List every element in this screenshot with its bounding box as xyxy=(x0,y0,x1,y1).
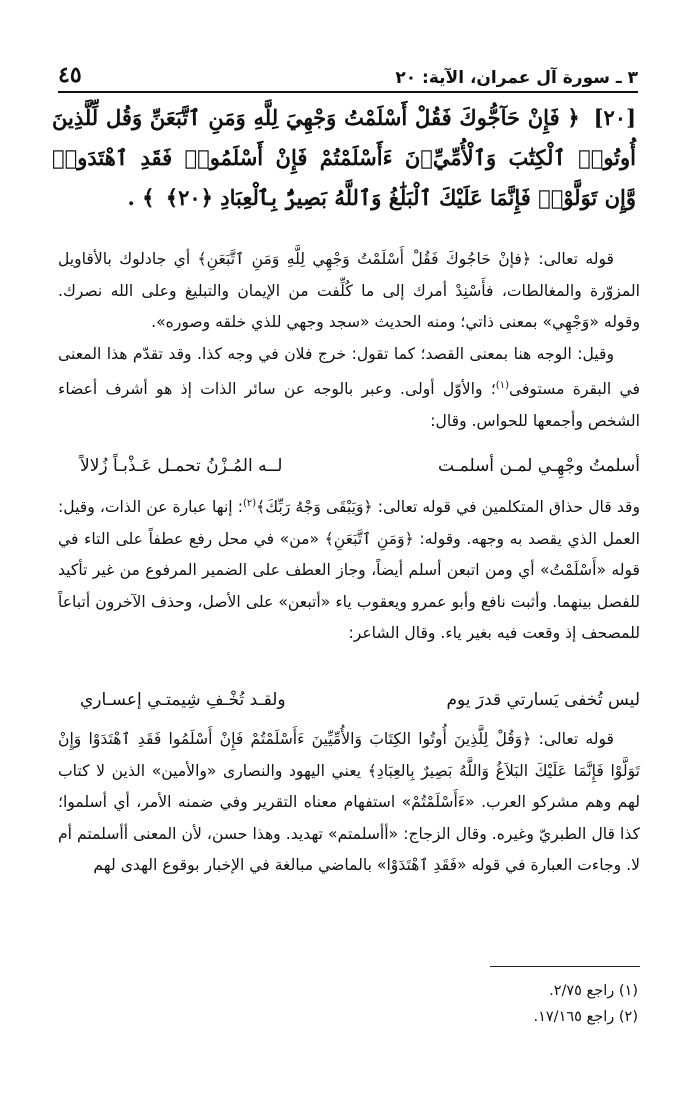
paragraph-text: وقد قال حذاق المتكلمين في قوله تعالى: ﴿وَيَبْقَى وَجْهُ رَبِّكَ﴾ xyxy=(256,498,640,517)
commentary-block-2 xyxy=(58,488,640,650)
poem-verse-2 xyxy=(80,690,640,724)
commentary-block-3 xyxy=(58,724,640,882)
commentary-block-1 xyxy=(58,244,640,437)
footnote-2: (٢) راجع ١٧/١٦٥. xyxy=(533,1009,638,1025)
paragraph-text: وقيل: الوجه هنا بمعنى القصد؛ كما تقول: خرج فلان في وجه كذا. وقد تقدّم هذا المعنى في البقرة مستوفى xyxy=(58,344,640,399)
hemistich-left: لــه المُـزْنُ تحمـل عَـذْبـاً زُلالاً xyxy=(80,456,283,476)
verse-end: ﴾ . xyxy=(127,185,155,210)
paragraph-text: ؛ والأوّل أولى. وعبر بالوجه عن سائر الذات إذ هو أشرف أعضاء الشخص وأجمعها للحواس. وقال: xyxy=(58,380,640,430)
footnote-ref: (١) xyxy=(495,380,509,391)
page-number: ٤٥ xyxy=(58,62,82,88)
hemistich-left: ولقـد تُخْـفِ شِيمتـي إعسـاري xyxy=(80,690,286,710)
footnotes xyxy=(534,978,639,1030)
paragraph-text: : إنها عبارة عن الذات، وقيل: العمل الذي يقصد به وجهه. وقوله: ﴿وَمَنِ ٱتَّبَعَنِ﴾ «من» في محل رفع عطفاً على التاء في قوله «أَسْلَمْتُ» أي ومن اتبعن أسلم أيضاً، وجاز العطف على الضمير المرفوع من غير تأكيد للفصل بينهما. وأثبت نافع وأبو عمرو ويعقوب ياء «أتبعن» على الأصل، وحذف الآخرون أتباعاً للمصحف إذ وقعت فيه بغير ياء. وقال الشاعر: xyxy=(58,498,640,643)
footnote-rule xyxy=(490,966,640,967)
poem-verse-1 xyxy=(80,456,640,490)
hemistich-right: أسلمتُ وجْهِـي لمـن أسلمـت xyxy=(437,456,640,476)
verse-text: ﴿ فَإِنْ حَآجُّوكَ فَقُلْ أَسْلَمْتُ وَجْهِيَ لِلَّهِ وَمَنِ ٱتَّبَعَنِّ وَقُل لِّلَّذِينَ أُوتُوا۟ ٱلْكِتَٰبَ وَٱلْأُمِّيِّۦنَ ءَأَسْلَمْتُمْ فَإِنْ أَسْلَمُوا۟ فَقَدِ ٱهْتَدَوا۟ وَّإِن تَوَلَّوْا۟ فَإِنَّمَا عَلَيْكَ ٱلْبَلَٰغُ وَٱللَّهُ بَصِيرٌۢ بِٱلْعِبَادِ ﴿٢٠﴾ xyxy=(52,105,636,210)
header-rule xyxy=(58,91,638,93)
footnote-ref: (٢) xyxy=(242,498,257,509)
verse-number: [٢٠] xyxy=(593,105,637,130)
paragraph xyxy=(58,488,640,650)
running-header xyxy=(58,56,638,88)
hemistich-right: ليس تُخفى يَسارتي قدرَ يوم xyxy=(446,690,640,710)
quran-verse xyxy=(52,98,636,218)
paragraph xyxy=(58,339,640,438)
paragraph: قوله تعالى: ﴿وَقُلْ لِلَّذِينَ أُوتُوا الكِتَابَ وَالأُمِّيِّينَ ءَأَسْلَمْتُمْ فَإِنْ أَسْلَمُوا فَقَدِ ٱهْتَدَوْا وَإِنْ تَوَلَّوْا فَإِنَّمَا عَلَيْكَ البَلاَغُ وَاللَّهُ بَصِيرٌ بِالعِبَادِ﴾ يعني اليهود والنصارى «والأمين» الذين لا كتاب لهم وهم مشركو العرب. «ءَأَسْلَمْتُمْ» استفهام معناه التقرير وفي ضمنه الأمر، أي أسلموا؛ كذا قال الطبريّ وغيره. وقال الزجاج: «أأسلمتم» تهديد. وهذا حسن، لأن المعنى أأسلمتم أم لا. وجاءت العبارة في قوله «فَقَدِ ٱهْتَدَوْا» بالماضي مبالغة في الإخبار بوقوع الهدى لهم xyxy=(58,730,640,874)
running-title: ٣ ـ سورة آل عمران، الآية: ٢٠ xyxy=(395,68,638,88)
paragraph: قوله تعالى: ﴿فإنْ حَاجُوكَ فَقُلْ أَسْلَمْتُ وَجْهِي لِلَّهِ وَمَنِ ٱتَّبَعَنِ﴾ أي جادلوك بالأقاويل المزوّرة والمغالطات، فأَسْنِدْ أمرك إلى ما كُلِّفت من الإيمان والتبليغ وعلى الله نصرك. وقوله «وَجْهِي» بمعنى ذاتي؛ ومنه الحديث «سجد وجهي للذي خلقه وصوره». xyxy=(58,250,640,331)
footnote-1: (١) راجع ٢/٧٥. xyxy=(549,983,638,999)
